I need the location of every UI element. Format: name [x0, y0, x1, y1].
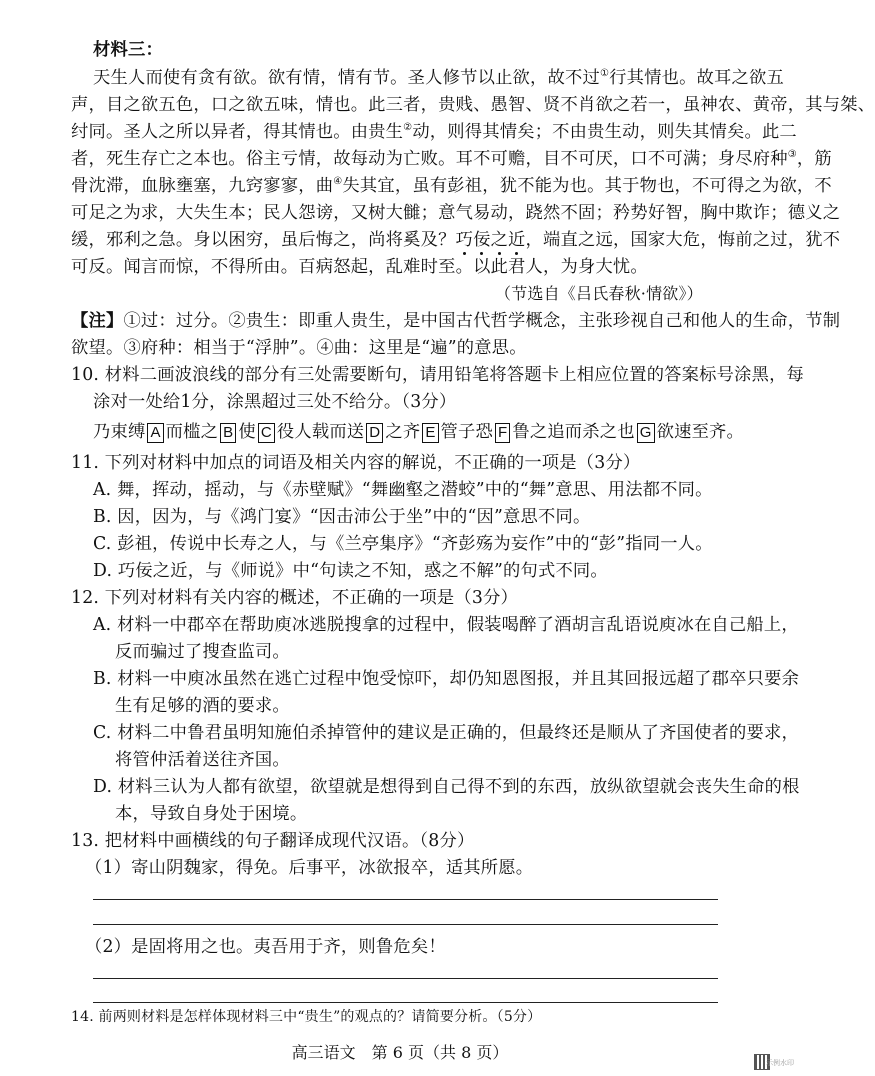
emphasis-char: 佞 — [473, 230, 491, 250]
q13-1-answer-line-2[interactable] — [93, 924, 718, 925]
q12-stem: 12. 下列对材料有关内容的概述，不正确的一项是（3分） — [71, 588, 519, 608]
q12-option-c-line-2: 将管仲活着送往齐国。 — [115, 750, 290, 770]
q11-stem: 11. 下列对材料中加点的词语及相关内容的解说，不正确的一项是（3分） — [71, 453, 641, 473]
material3-line-6: 可足之为求，大失生本；民人怨谤，又树大雠；意气易动，跷然不固；矜势好智，胸中欺诈；德义之 — [71, 203, 841, 223]
watermark: 示例水印 — [766, 1059, 794, 1067]
material3-line-8: 可反。闻言而惊，不得所由。百病怒起，乱难时至。以此君人，为身大忧。 — [71, 257, 648, 277]
q10-marker-d[interactable]: D — [366, 423, 383, 443]
dotted-phrase — [456, 230, 526, 250]
material3-line-2: 声，目之欲五色，口之欲五味，情也。此三者，贵贱、愚智、贤不肖欲之若一，虽神农、黄帝，其与桀、 — [71, 95, 875, 115]
q10-marker-g[interactable]: G — [637, 423, 655, 443]
q11-option-d: D. 巧佞之近，与《师说》中“句读之不知，惑之不解”的句式不同。 — [93, 561, 608, 581]
material3-line-4: 者，死生存亡之本也。俗主亏情，故每动为亡败。耳不可赡，目不可厌，口不可满；身尽府种③，筋 — [71, 149, 832, 169]
q10-stem-line-2: 涂对一处给1分，涂黑超过三处不给分。（3分） — [93, 392, 457, 412]
q10-marker-f[interactable]: F — [495, 423, 510, 443]
q11-option-a: A. 舞，挥动，摇动，与《赤壁赋》“舞幽壑之潜蛟”中的“舞”意思、用法都不同。 — [93, 480, 713, 500]
q12-option-c-line-1: C. 材料二中鲁君虽明知施伯杀掉管仲的建议是正确的，但最终还是顺从了齐国使者的要求， — [93, 723, 799, 743]
q10-sentence: 乃束缚 A 而槛之 B 使 C 役人载而送 D 之齐 E 管子恐 F 鲁之追而杀之也 G 欲速至齐。 — [93, 422, 745, 442]
q12-option-b-line-1: B. 材料一中庾冰虽然在逃亡过程中饱受惊吓，却仍知恩图报，并且其回报远超了郡卒只要余 — [93, 669, 800, 689]
material3-source: （节选自《吕氏春秋·情欲》） — [495, 284, 703, 303]
material3-line-7: 缓，邪利之急。身以困穷，虽后悔之，尚将奚及？巧佞之近，端直之远，国家大危，悔前之过，犹不 — [71, 230, 841, 250]
q10-stem-line-1: 10. 材料二画波浪线的部分有三处需要断句，请用铅笔将答题卡上相应位置的答案标号涂黑，每 — [71, 365, 805, 385]
notes-line-1: 【注】①过：过分。②贵生：即重人贵生，是中国古代哲学概念，主张珍视自己和他人的生命，节制 — [71, 311, 841, 331]
q13-sub-1: （1）寄山阴魏家，得免。后事平，冰欲报卒，适其所愿。 — [85, 858, 534, 878]
q12-option-d-line-1: D. 材料三认为人都有欲望，欲望就是想得到自己得不到的东西，放纵欲望就会丧失生命的根 — [93, 777, 800, 797]
material3-line-5: 骨沈滞，血脉壅塞，九窍寥寥，曲④失其宜，虽有彭祖，犹不能为也。其于物也，不可得之为欲，不 — [71, 176, 832, 196]
page-footer: 高三语文 第 6 页（共 8 页） — [291, 1043, 509, 1062]
notes-line-2: 欲望。③府种：相当于“浮肿”。④曲：这里是“遍”的意思。 — [71, 338, 527, 358]
q12-option-a-line-2: 反而骗过了搜查监司。 — [115, 642, 290, 662]
q10-marker-a[interactable]: A — [147, 423, 163, 443]
material3-line-1: 天生人而使有贪有欲。欲有情，情有节。圣人修节以止欲，故不过①行其情也。故耳之欲五 — [93, 68, 784, 88]
q12-option-a-line-1: A. 材料一中郡卒在帮助庾冰逃脱搜拿的过程中，假装喝醉了酒胡言乱语说庾冰在自己船上， — [93, 615, 799, 635]
q13-stem: 13. 把材料中画横线的句子翻译成现代汉语。（8分） — [71, 831, 475, 851]
q12-option-d-line-2: 本，导致自身处于困境。 — [115, 804, 308, 824]
q11-option-c: C. 彭祖，传说中长寿之人，与《兰亭集序》“齐彭殇为妄作”中的“彭”指同一人。 — [93, 534, 713, 554]
q12-option-b-line-2: 生有足够的酒的要求。 — [115, 696, 290, 716]
q10-marker-e[interactable]: E — [422, 423, 438, 443]
q13-2-answer-line-1[interactable] — [93, 978, 718, 979]
material3-title: 材料三： — [93, 40, 163, 60]
q13-2-answer-line-2[interactable] — [93, 1002, 718, 1003]
emphasis-char: 近 — [508, 230, 526, 250]
emphasis-char: 之 — [490, 230, 509, 250]
q13-sub-2: （2）是固将用之也。夷吾用于齐，则鲁危矣！ — [85, 937, 446, 957]
q13-1-answer-line-1[interactable] — [93, 899, 718, 900]
q11-option-b: B. 因，因为，与《鸿门宴》“因击沛公于坐”中的“因”意思不同。 — [93, 507, 591, 527]
emphasis-char: 巧 — [455, 230, 474, 250]
notes-label: 【注】 — [71, 311, 124, 331]
material3-line-3: 纣同。圣人之所以异者，得其情也。由贵生②动，则得其情矣；不由贵生动，则失其情矣。此二 — [71, 122, 797, 142]
q10-marker-c[interactable]: C — [258, 423, 275, 443]
q14-stem: 14. 前两则材料是怎样体现材料三中“贵生”的观点的？请简要分析。（5分） — [71, 1009, 542, 1025]
q10-marker-b[interactable]: B — [220, 423, 236, 443]
